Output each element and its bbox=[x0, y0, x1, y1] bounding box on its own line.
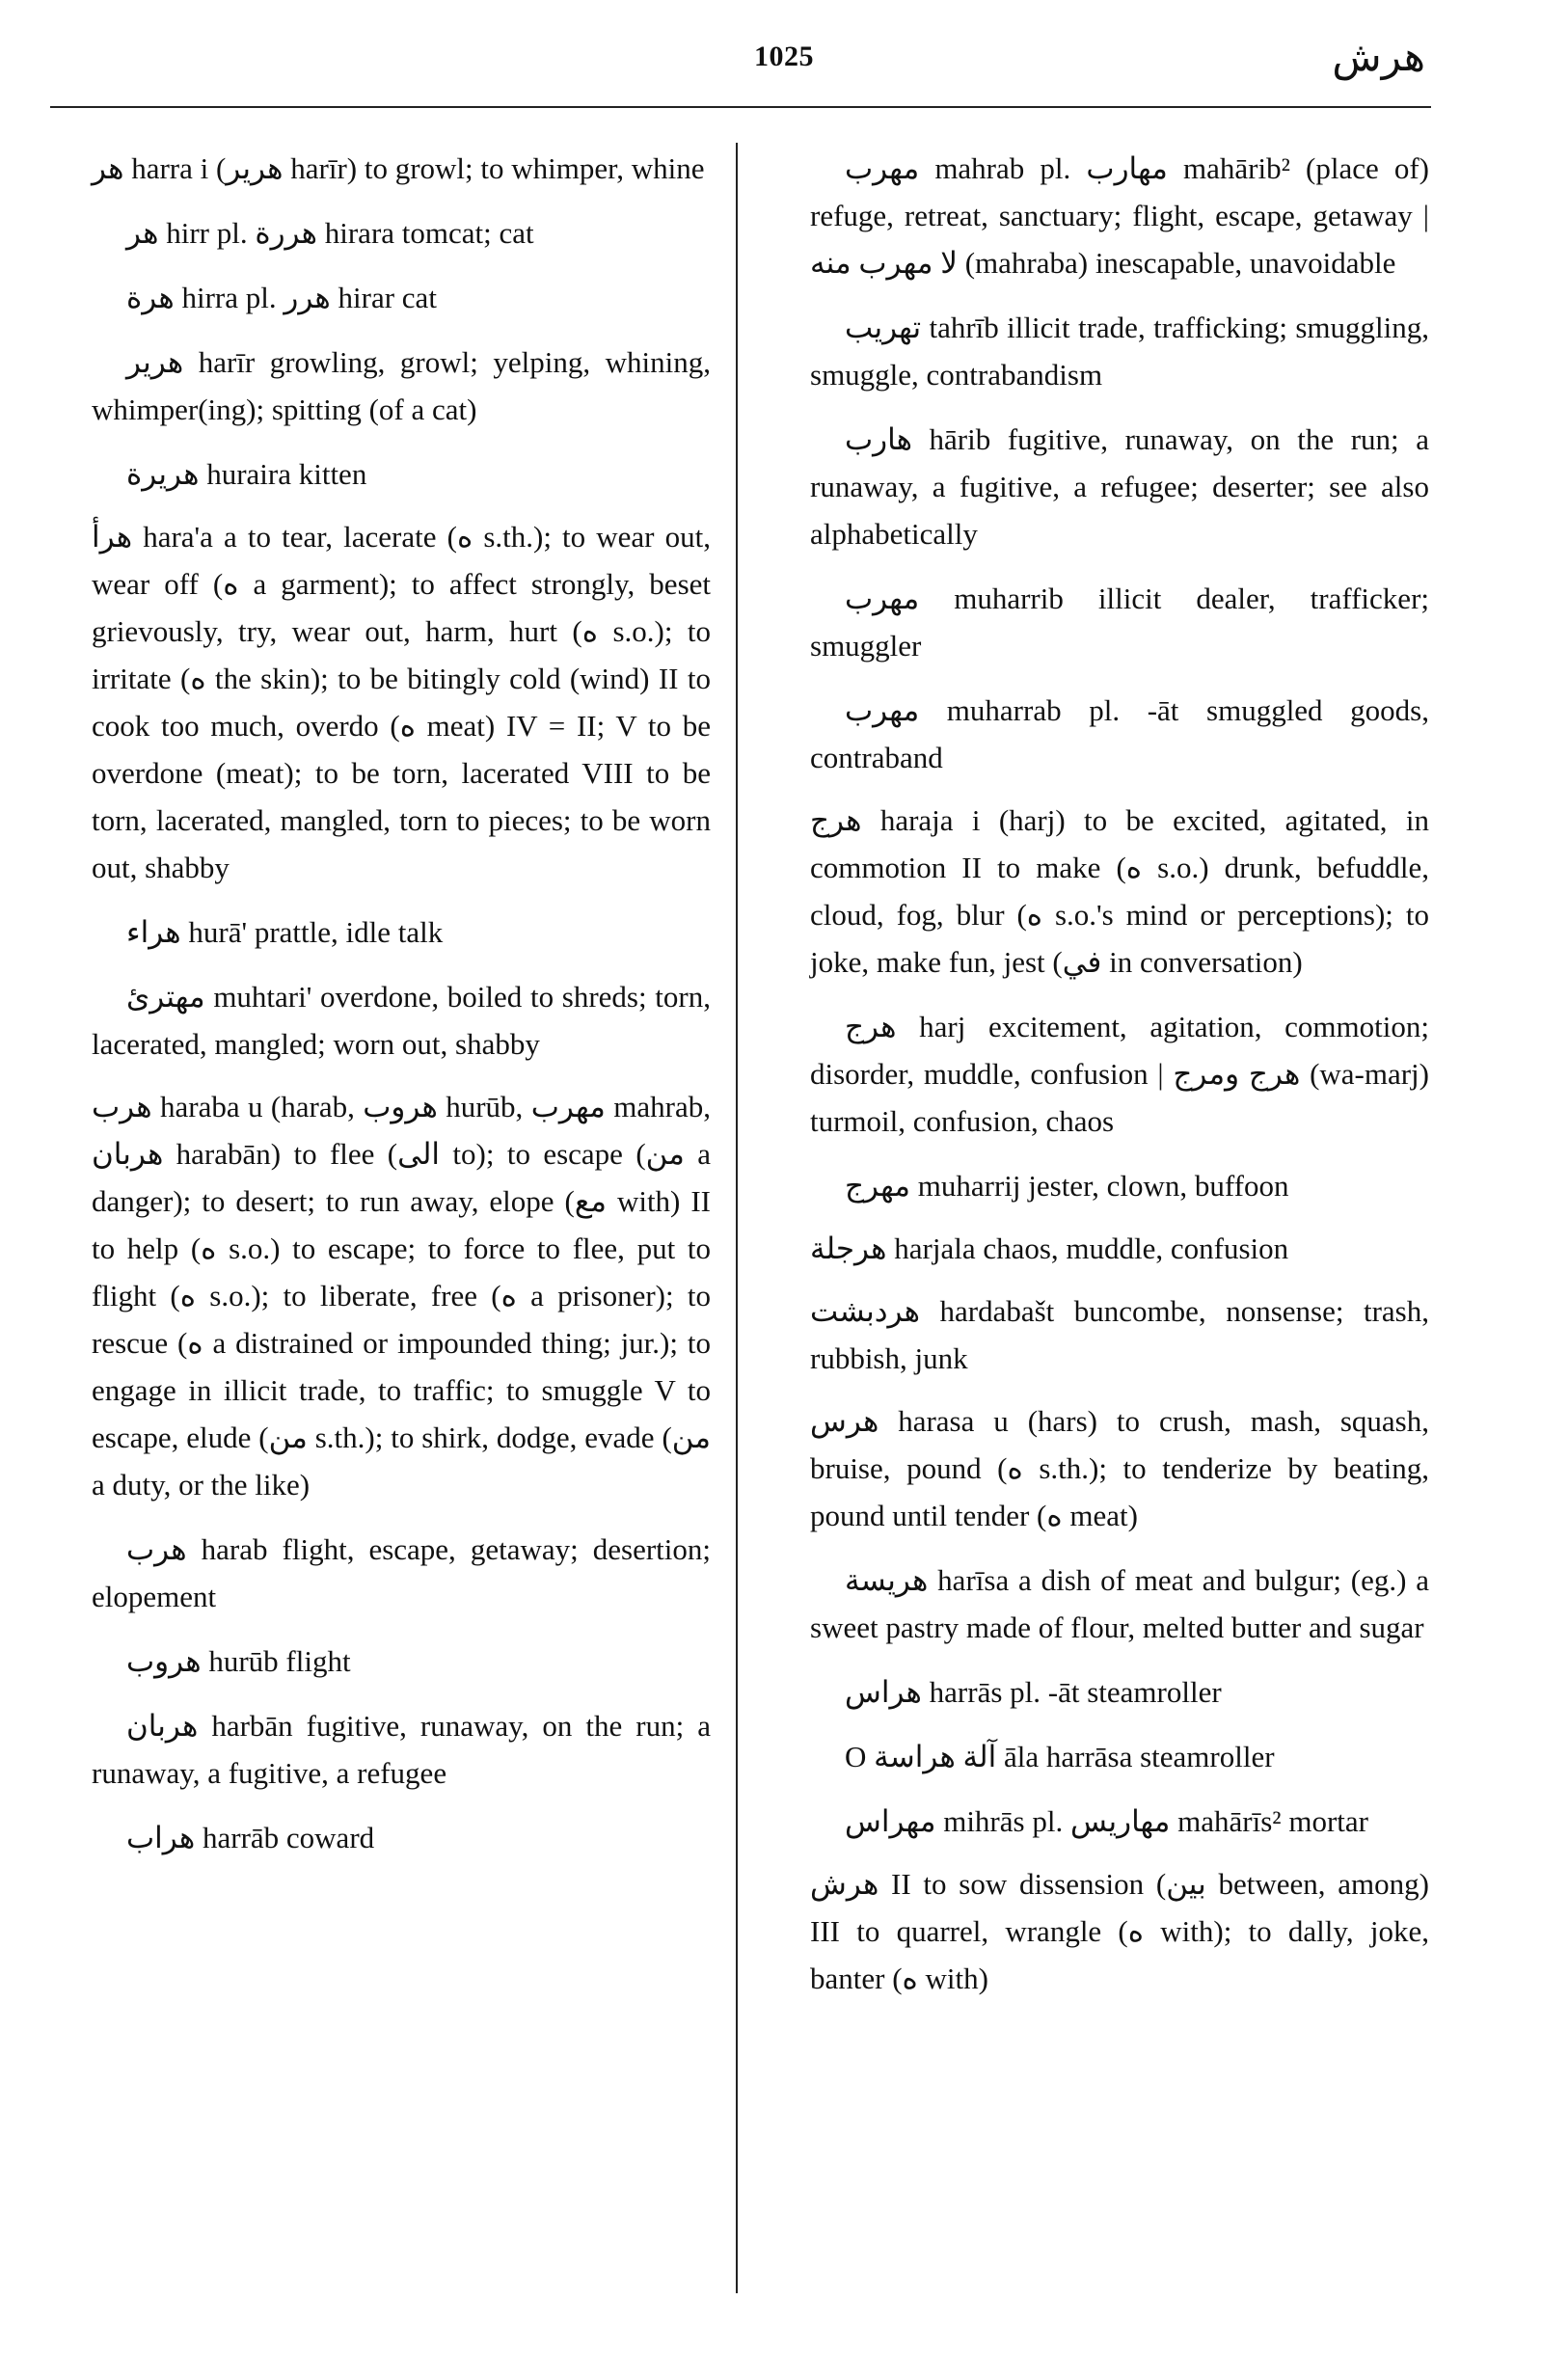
dictionary-entry: هرس harasa u (hars) to crush, mash, squash, bruise, pound (ه s.th.); to tenderize by beating, pound until tender (ه meat) bbox=[810, 1404, 1429, 1532]
dictionary-subentry: هراء hurā' prattle, idle talk bbox=[126, 915, 444, 949]
dictionary-entry: هرش II to sow dissension (بين between, among) III to quarrel, wrangle (ه with); to dally, joke, banter (ه with) bbox=[810, 1867, 1429, 1995]
dictionary-entry: هرج haraja i (harj) to be excited, agitated, in commotion II to make (ه s.o.) drunk, befuddle, cloud, fog, blur (ه s.o.'s mind or perceptions); to joke, make fun, jest (في in conversation) bbox=[810, 803, 1429, 979]
page-number: 1025 bbox=[754, 41, 814, 72]
dictionary-entry: هر harra i (هرير harīr) to growl; to whimper, whine bbox=[92, 151, 705, 185]
dictionary-subentry: هروب hurūb flight bbox=[126, 1644, 351, 1678]
dictionary-subentry: تهريب tahrīb illicit trade, trafficking; smuggling, smuggle, contrabandism bbox=[810, 311, 1429, 392]
right-column bbox=[810, 145, 1429, 2002]
dictionary-subentry: مهرج muharrij jester, clown, buffoon bbox=[845, 1169, 1289, 1203]
dictionary-subentry: هرج harj excitement, agitation, commotion; disorder, muddle, confusion | هرج ومرج (wa-marj) turmoil, confusion, chaos bbox=[810, 1010, 1429, 1138]
dictionary-subentry: هراب harrāb coward bbox=[126, 1821, 375, 1854]
dictionary-entry: هردبشت hardabašt buncombe, nonsense; trash, rubbish, junk bbox=[810, 1294, 1429, 1375]
dictionary-entry: هرجلة harjala chaos, muddle, confusion bbox=[810, 1231, 1289, 1265]
dictionary-subentry: هر hirr pl. هررة hirara tomcat; cat bbox=[126, 216, 534, 250]
dictionary-subentry: هارب hārib fugitive, runaway, on the run; a runaway, a fugitive, a refugee; deserter; see also alphabetically bbox=[810, 422, 1429, 551]
running-head: هرش bbox=[1332, 33, 1425, 80]
dictionary-subentry: هرب harab flight, escape, getaway; desertion; elopement bbox=[92, 1532, 711, 1613]
dictionary-subentry: هرير harīr growling, growl; yelping, whining, whimper(ing); spitting (of a cat) bbox=[92, 345, 711, 426]
dictionary-subentry: هريسة harīsa a dish of meat and bulgur; (eg.) a sweet pastry made of flour, melted butter and sugar bbox=[810, 1563, 1429, 1644]
dictionary-subentry: هرة hirra pl. هرر hirar cat bbox=[126, 281, 437, 314]
dictionary-subentry: مهرب muharrib illicit dealer, trafficker; smuggler bbox=[810, 582, 1429, 663]
page-header bbox=[0, 0, 1568, 116]
dictionary-subentry: هربان harbān fugitive, runaway, on the run; a runaway, a fugitive, a refugee bbox=[92, 1709, 711, 1790]
dictionary-entry: هرأ hara'a a to tear, lacerate (ه s.th.); to wear out, wear off (ه a garment); to affect strongly, beset grievously, try, wear out, harm, hurt (ه s.o.); to irritate (ه the skin); to be bitingly cold (wind) II to cook too much, overdo (ه meat) IV = II; V to be overdone (meat); to be torn, lacerated VIII to be torn, lacerated, mangled, torn to pieces; to be worn out, shabby bbox=[92, 520, 712, 884]
dictionary-subentry: هريرة huraira kitten bbox=[126, 457, 367, 491]
dictionary-subentry: مهترئ muhtari' overdone, boiled to shreds; torn, lacerated, mangled; worn out, shabby bbox=[92, 980, 711, 1061]
column-divider bbox=[736, 143, 738, 2293]
dictionary-subentry: مهراس mihrās pl. مهاريس mahārīs² mortar bbox=[845, 1804, 1368, 1838]
dictionary-subentry: مهرب muharrab pl. -āt smuggled goods, contraband bbox=[810, 693, 1429, 774]
dictionary-subentry: مهرب mahrab pl. مهارب mahārib² (place of) refuge, retreat, sanctuary; flight, escape, getaway | لا مهرب منه (mahraba) inescapable, unavoidable bbox=[810, 151, 1429, 280]
header-rule bbox=[50, 106, 1431, 108]
dictionary-entry: هرب haraba u (harab, هروب hurūb, مهرب mahrab, هربان harabān) to flee (الى to); to escape (من a danger); to desert; to run away, elope (مع with) II to help (ه s.o.) to escape; to force to flee, put to flight (ه s.o.); to liberate, free (ه a prisoner); to rescue (ه a distrained or impounded thing; jur.); to engage in illicit trade, to traffic; to smuggle V to escape, elude (من s.th.); to shirk, dodge, evade (من a duty, or the like) bbox=[92, 1090, 711, 1502]
dictionary-subentry: هراس harrās pl. -āt steamroller bbox=[845, 1675, 1222, 1709]
dictionary-subentry: O آلة هراسة āla harrāsa steamroller bbox=[845, 1740, 1275, 1773]
left-column bbox=[92, 145, 711, 1861]
